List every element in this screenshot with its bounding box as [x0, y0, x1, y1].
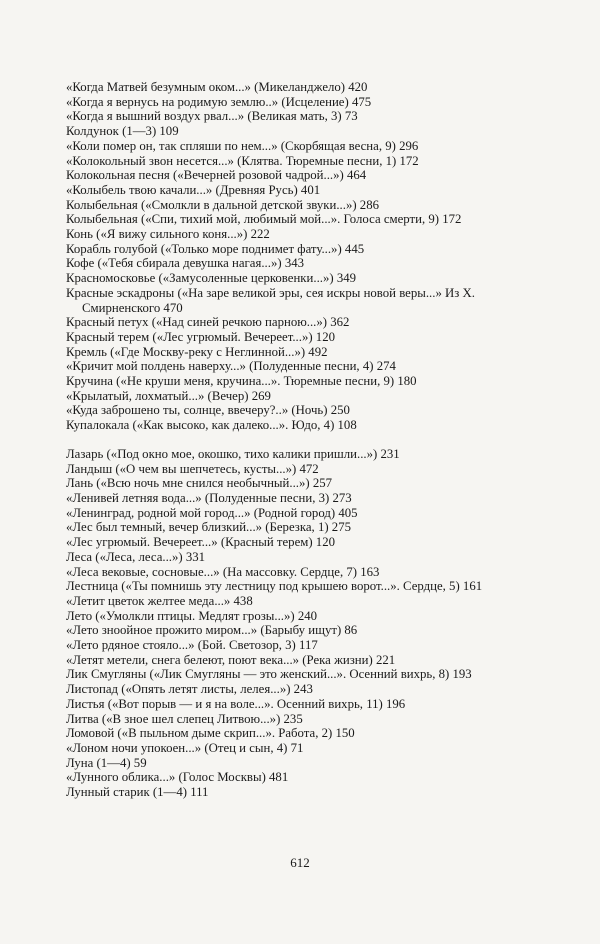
- index-entry: Лестница («Ты помнишь эту лестницу под крышею ворот...». Сердце, 5) 161: [66, 579, 483, 594]
- index-entry: Красные эскадроны («На заре великой эры, сея искры новой веры...» Из Х. Смирненского 470: [66, 285, 475, 315]
- index-entry: Кофе («Тебя сбирала девушка нагая...») 343: [66, 256, 305, 271]
- index-entry: Кремль («Где Москву-реку с Неглинной...») 492: [66, 344, 328, 359]
- index-entry: «Когда я вышний воздух рвал...» (Великая мать, 3) 73: [66, 109, 358, 124]
- index-entry: Лазарь («Под окно мое, окошко, тихо калики пришли...») 231: [66, 446, 400, 461]
- index-group-k: [66, 80, 532, 433]
- index-entry: «Крылатый, лохматый...» (Вечер) 269: [66, 388, 271, 403]
- index-entry: «Лес был темный, вечер близкий...» (Березка, 1) 275: [66, 520, 351, 535]
- index-entry: «Лето рдяное стояло...» (Бой. Светозор, 3) 117: [66, 638, 318, 653]
- index-entry: «Ленинград, родной мой город...» (Родной город) 405: [66, 505, 358, 520]
- index-list: [66, 80, 532, 800]
- index-entry: Луна (1—4) 59: [66, 755, 147, 770]
- index-entry: «Колокольный звон несется...» (Клятва. Тюремные песни, 1) 172: [66, 153, 419, 168]
- index-entry: «Когда Матвей безумным оком...» (Микеланджело) 420: [66, 80, 368, 94]
- index-entry: «Летят метели, снега белеют, поют века...» (Река жизни) 221: [66, 652, 396, 667]
- index-entry: «Лоном ночи упокоен...» (Отец и сын, 4) 71: [66, 740, 304, 755]
- index-entry: Кручина («Не круши меня, кручина...». Тюремные песни, 9) 180: [66, 374, 417, 389]
- group-spacer: [66, 433, 532, 447]
- index-entry: «Лето зноойное прожито миром...» (Барыбу ищут) 86: [66, 623, 358, 638]
- index-entry: Литва («В зное шел слепец Литвою...») 235: [66, 711, 303, 726]
- index-entry: Ландыш («О чем вы шепчетесь, кусты...») 472: [66, 461, 319, 476]
- index-entry: «Ленивей летняя вода...» (Полуденные песни, 3) 273: [66, 490, 352, 505]
- index-entry: Колыбельная («Смолкли в дальной детской звуки...») 286: [66, 197, 379, 212]
- index-entry: Колдунок (1—3) 109: [66, 124, 179, 139]
- index-entry: «Куда заброшено ты, солнце, ввечеру?..» (Ночь) 250: [66, 403, 350, 418]
- index-entry: «Когда я вернусь на родимую землю..» (Исцеление) 475: [66, 94, 372, 109]
- index-entry: Красномосковье («Замусоленные церковенки...») 349: [66, 271, 357, 286]
- index-entry: Листопад («Опять летят листы, лелея...») 243: [66, 682, 313, 697]
- index-entry: Листья («Вот порыв — и я на воле...». Осенний вихрь, 11) 196: [66, 696, 406, 711]
- index-entry: Красный терем («Лес угрюмый. Вечереет...») 120: [66, 329, 335, 344]
- index-entry: «Леса вековые, сосновые...» (На массовку. Сердце, 7) 163: [66, 564, 380, 579]
- index-entry: Лик Смугляны («Лик Смугляны — это женский...». Осенний вихрь, 8) 193: [66, 667, 472, 682]
- index-entry: Лунный старик (1—4) 111: [66, 785, 209, 800]
- index-entry: Конь («Я вижу сильного коня...») 222: [66, 227, 270, 242]
- index-entry: Лань («Всю ночь мне снился необычный...») 257: [66, 476, 333, 491]
- index-entry: «Лунного облика...» (Голос Москвы) 481: [66, 770, 289, 785]
- index-entry: «Кричит мой полдень наверху...» (Полуденные песни, 4) 274: [66, 359, 396, 374]
- index-entry: Леса («Леса, леса...») 331: [66, 549, 206, 564]
- index-entry: Купалокала («Как высоко, как далеко...». Юдо, 4) 108: [66, 418, 357, 433]
- index-entry: Колокольная песня («Вечерней розовой чадрой...») 464: [66, 168, 367, 183]
- index-entry: Колыбельная («Спи, тихий мой, любимый мой...». Голоса смерти, 9) 172: [66, 212, 462, 227]
- index-entry: Ломовой («В пыльном дыме скрип...». Работа, 2) 150: [66, 726, 355, 741]
- index-entry: Корабль голубой («Только море поднимет фату...») 445: [66, 241, 365, 256]
- index-entry: Лето («Умолкли птицы. Медлят грозы...») 240: [66, 608, 318, 623]
- page-number: 612: [290, 855, 310, 870]
- index-entry: «Коли помер он, так спляши по нем...» (Скорбящая весна, 9) 296: [66, 138, 419, 153]
- index-entry: «Колыбель твою качали...» (Древняя Русь) 401: [66, 182, 321, 197]
- index-entry: «Летит цветок желтее меда...» 438: [66, 593, 253, 608]
- index-entry: «Лес угрюмый. Вечереет...» (Красный терем) 120: [66, 535, 335, 550]
- index-entry: Красный петух («Над синей речкою парною...») 362: [66, 315, 350, 330]
- index-group-l: [66, 447, 532, 800]
